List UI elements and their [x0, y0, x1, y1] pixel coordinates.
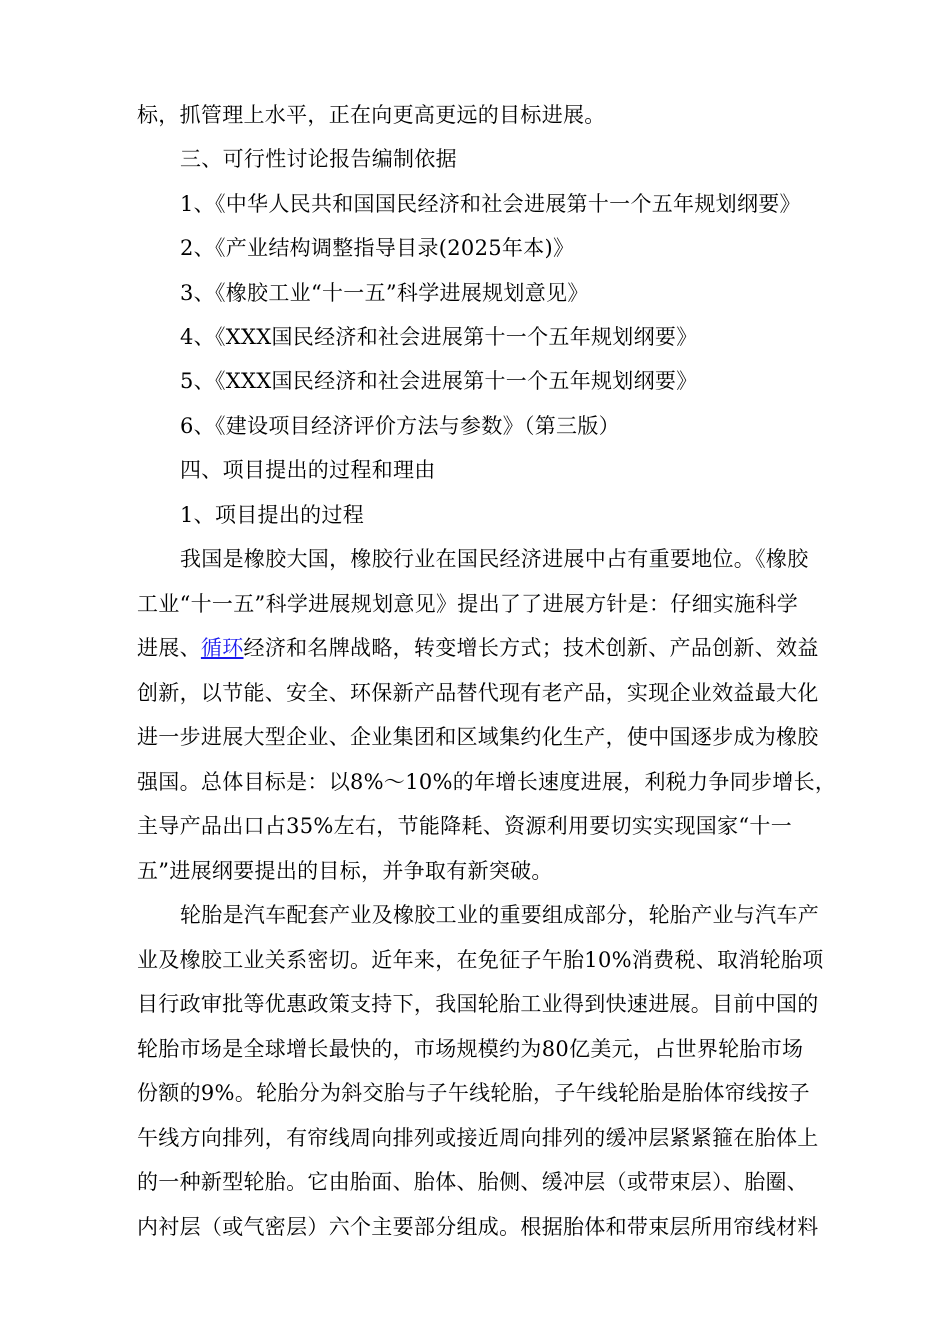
paragraph-continuation: 标，抓管理上水平，正在向更高更远的目标进展。	[137, 103, 606, 127]
paragraph-1-line-with-link	[137, 633, 819, 663]
line-text-after-link: 经济和名牌战略，转变增长方式；技术创新、产品创新、效益	[243, 636, 819, 660]
paragraph-2-line: 的一种新型轮胎。它由胎面、胎体、胎侧、缓冲层（或带束层）、胎圈、	[137, 1170, 809, 1194]
paragraph-1-line: 工业“十一五”科学进展规划意见》提出了了进展方针是：仔细实施科学	[137, 592, 799, 616]
paragraph-2-line: 目行政审批等优惠政策支持下，我国轮胎工业得到快速进展。目前中国的	[137, 992, 819, 1016]
paragraph-1-line: 进一步进展大型企业、企业集团和区域集约化生产，使中国逐步成为橡胶	[137, 725, 819, 749]
section-heading-4: 四、项目提出的过程和理由	[180, 458, 436, 482]
paragraph-1-line: 五”进展纲要提出的目标，并争取有新突破。	[137, 859, 553, 883]
paragraph-1-line: 主导产品出口占35%左右，节能降耗、资源利用要切实实现国家“十一	[137, 814, 793, 838]
subsection-heading-1: 1、项目提出的过程	[180, 503, 365, 527]
paragraph-1-line: 强国。总体目标是：以8%～10%的年增长速度进展，利税力争同步增长，	[137, 770, 837, 794]
paragraph-1-line: 创新，以节能、安全、环保新产品替代现有老产品，实现企业效益最大化	[137, 681, 819, 705]
paragraph-2-line: 内衬层（或气密层）六个主要部分组成。根据胎体和带束层所用帘线材料	[137, 1215, 819, 1239]
paragraph-2-line: 轮胎市场是全球增长最快的，市场规模约为80亿美元，占世界轮胎市场	[137, 1037, 804, 1061]
reference-item-5: 5、《XXX国民经济和社会进展第十一个五年规划纲要》	[180, 369, 698, 393]
paragraph-2-line: 午线方向排列，有帘线周向排列或接近周向排列的缓冲层紧紧箍在胎体上	[137, 1126, 819, 1150]
circular-economy-link[interactable]: 循环	[200, 636, 244, 660]
reference-item-4: 4、《XXX国民经济和社会进展第十一个五年规划纲要》	[180, 325, 698, 349]
reference-item-6: 6、《建设项目经济评价方法与参数》（第三版）	[180, 414, 620, 438]
section-heading-3: 三、可行性讨论报告编制依据	[180, 147, 457, 171]
paragraph-2-line: 业及橡胶工业关系密切。近年来，在免征子午胎10%消费税、取消轮胎项	[137, 948, 824, 972]
paragraph-2-line: 轮胎是汽车配套产业及橡胶工业的重要组成部分，轮胎产业与汽车产	[180, 903, 819, 927]
paragraph-1-line: 我国是橡胶大国，橡胶行业在国民经济进展中占有重要地位。《橡胶	[180, 547, 809, 571]
line-text-before-link: 进展、	[137, 636, 201, 660]
reference-item-1: 1、《中华人民共和国国民经济和社会进展第十一个五年规划纲要》	[180, 192, 801, 216]
paragraph-2-line: 份额的9%。轮胎分为斜交胎与子午线轮胎，子午线轮胎是胎体帘线按子	[137, 1081, 810, 1105]
reference-item-2: 2、《产业结构调整指导目录(2025年本)》	[180, 236, 575, 260]
reference-item-3: 3、《橡胶工业“十一五”科学进展规划意见》	[180, 281, 589, 305]
